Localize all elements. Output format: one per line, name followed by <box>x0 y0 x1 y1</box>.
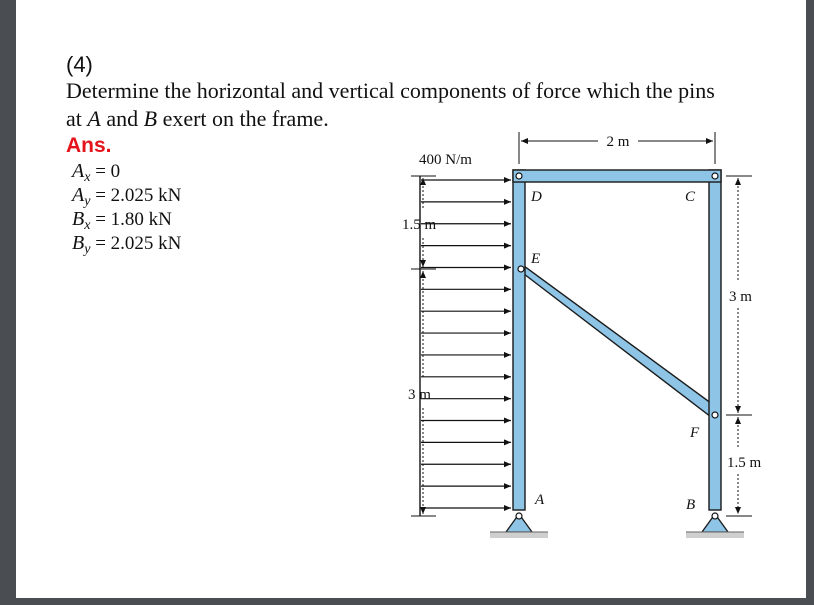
member-vertical-left <box>513 170 525 510</box>
dim-left-lower-label: 3 m <box>408 387 431 403</box>
dim-right-upper-label: 3 m <box>729 289 752 305</box>
point-d-label: D <box>531 189 542 205</box>
point-c-label: C <box>685 189 696 205</box>
pin-f <box>712 412 718 418</box>
problem-statement-line-2: at A and B exert on the frame. <box>66 106 329 131</box>
answer-heading: Ans. <box>66 134 112 157</box>
support-a <box>490 513 548 538</box>
pin-c <box>712 173 718 179</box>
frame-diagram <box>16 0 806 598</box>
point-b-label: B <box>686 497 696 513</box>
load-label: 400 N/m <box>419 152 472 168</box>
answer-ay: $A_y = 2.025$ kN <box>72 184 182 209</box>
dimension-top <box>519 132 715 164</box>
member-top-dc <box>513 170 721 182</box>
pin-d <box>516 173 522 179</box>
answer-by: $B_y = 2.025$ kN <box>72 232 182 257</box>
dimension-left <box>402 176 437 516</box>
problem-number: (4) <box>66 52 93 77</box>
pin-e <box>518 266 524 272</box>
dimension-right <box>726 176 762 516</box>
answer-ax: $A_x = 0$ <box>72 160 121 185</box>
dim-top-label: 2 m <box>606 134 630 150</box>
page <box>16 0 806 598</box>
point-f-label: F <box>690 425 700 441</box>
dim-right-lower-label: 1.5 m <box>727 455 762 471</box>
member-vertical-right <box>709 170 721 510</box>
support-b <box>686 513 744 538</box>
point-a-label: A <box>535 492 545 508</box>
answer-bx: $B_x = 1.80$ kN <box>72 208 172 233</box>
dim-left-upper-label: 1.5 m <box>402 217 437 233</box>
frame-members <box>513 170 721 510</box>
point-e-label: E <box>531 251 541 267</box>
member-diagonal-ef <box>520 263 719 420</box>
problem-statement-line-1: Determine the horizontal and vertical components of force which the pins <box>66 78 715 103</box>
